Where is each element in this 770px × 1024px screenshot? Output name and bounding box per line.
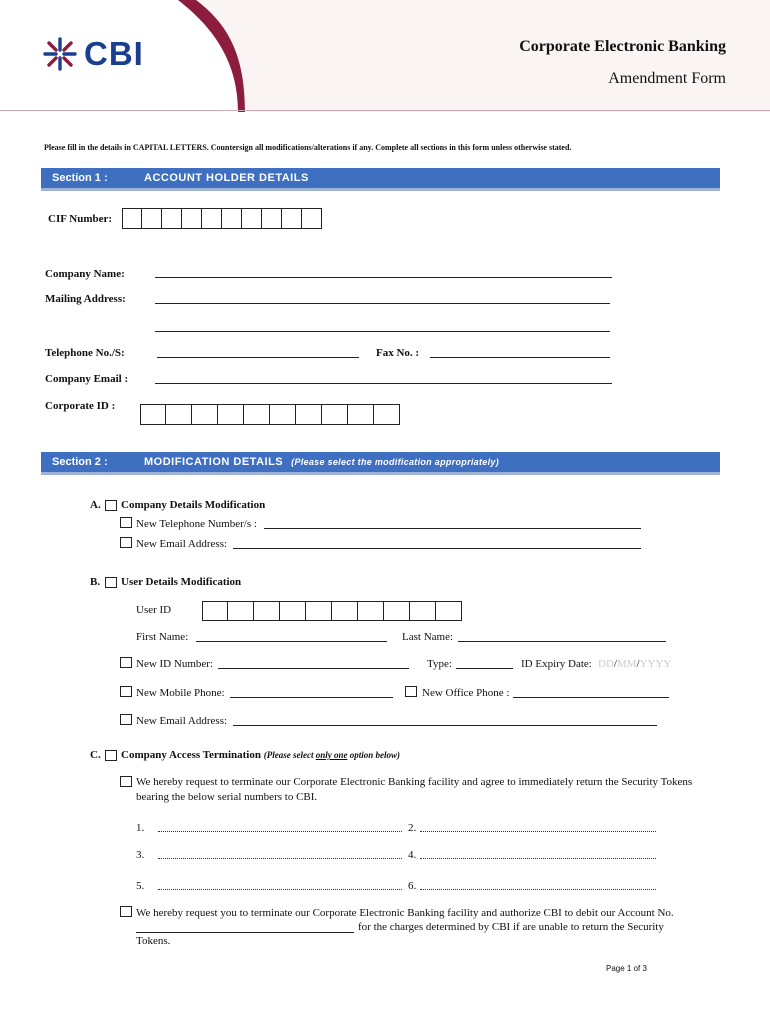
return-tokens-checkbox[interactable] bbox=[120, 776, 132, 787]
user-id-label: User ID bbox=[136, 604, 172, 616]
serial-6-field[interactable] bbox=[420, 889, 656, 890]
serial-3-field[interactable] bbox=[158, 858, 402, 859]
new-telephone-field[interactable] bbox=[264, 528, 641, 529]
section2-number: Section 2 : bbox=[52, 456, 108, 468]
option-b-letter: B. bbox=[90, 576, 101, 588]
user-id-boxes[interactable] bbox=[202, 601, 462, 621]
serial-1-field[interactable] bbox=[158, 831, 402, 832]
company-details-checkbox[interactable] bbox=[105, 500, 117, 511]
corporate-id-label: Corporate ID : bbox=[45, 400, 116, 412]
telephone-field[interactable] bbox=[157, 357, 359, 358]
mailing-address-field-1[interactable] bbox=[155, 303, 610, 304]
company-email-label: Company Email : bbox=[45, 373, 129, 385]
cif-number-boxes[interactable] bbox=[122, 208, 322, 229]
return-tokens-text-1: We hereby request to terminate our Corporate Electronic Banking facility and agree to immediately return the Security Tokens bbox=[136, 776, 693, 788]
last-name-label: Last Name: bbox=[402, 631, 454, 643]
note-suffix: option below) bbox=[347, 750, 400, 760]
serial-4-label: 4. bbox=[408, 849, 417, 861]
form-subtitle: Amendment Form bbox=[608, 70, 726, 87]
id-expiry-date-field[interactable] bbox=[598, 658, 671, 670]
page-number: Page 1 of 3 bbox=[606, 964, 647, 973]
user-details-checkbox[interactable] bbox=[105, 577, 117, 588]
instructions: Please fill in the details in CAPITAL LETTERS. Countersign all modifications/alterations if any. Complete all sections in this form unless otherwise stated. bbox=[44, 143, 572, 152]
new-mobile-checkbox[interactable] bbox=[120, 686, 132, 697]
company-name-label: Company Name: bbox=[45, 268, 125, 280]
date-yyyy-placeholder: YYYY bbox=[639, 658, 672, 670]
telephone-label: Telephone No./S: bbox=[45, 347, 125, 359]
date-dd-placeholder: DD bbox=[598, 658, 614, 670]
user-new-email-checkbox[interactable] bbox=[120, 714, 132, 725]
section1-bar bbox=[41, 168, 720, 191]
option-c-letter: C. bbox=[90, 749, 101, 761]
serial-5-field[interactable] bbox=[158, 889, 402, 890]
debit-account-checkbox[interactable] bbox=[120, 906, 132, 917]
first-name-label: First Name: bbox=[136, 631, 189, 643]
serial-3-label: 3. bbox=[136, 849, 145, 861]
access-termination-checkbox[interactable] bbox=[105, 750, 117, 761]
note-only-one: only one bbox=[315, 750, 348, 760]
form-title: Corporate Electronic Banking bbox=[519, 38, 726, 55]
mailing-address-field-2[interactable] bbox=[155, 331, 610, 332]
cbi-star-icon bbox=[42, 36, 78, 72]
section1-title: ACCOUNT HOLDER DETAILS bbox=[144, 172, 309, 184]
company-new-email-checkbox[interactable] bbox=[120, 537, 132, 548]
serial-6-label: 6. bbox=[408, 880, 417, 892]
new-id-checkbox[interactable] bbox=[120, 657, 132, 668]
header-divider bbox=[0, 110, 770, 111]
user-details-title: User Details Modification bbox=[121, 576, 242, 588]
new-office-field[interactable] bbox=[513, 697, 669, 698]
user-new-email-label: New Email Address: bbox=[136, 715, 228, 727]
logo-wordmark: CBI bbox=[84, 35, 144, 72]
new-office-label: New Office Phone : bbox=[422, 687, 510, 699]
type-field[interactable] bbox=[456, 668, 513, 669]
new-office-checkbox[interactable] bbox=[405, 686, 417, 697]
debit-account-text-1: We hereby request you to terminate our Corporate Electronic Banking facility and authorize CBI to debit our Account No. bbox=[136, 907, 674, 919]
access-termination-heading bbox=[121, 749, 400, 761]
debit-account-number-field[interactable] bbox=[136, 932, 354, 933]
serial-2-field[interactable] bbox=[420, 831, 656, 832]
type-label: Type: bbox=[427, 658, 452, 670]
cif-label: CIF Number: bbox=[48, 213, 113, 225]
debit-account-text-2: for the charges determined by CBI if are unable to return the Security bbox=[358, 921, 664, 933]
option-a-letter: A. bbox=[90, 499, 101, 511]
fax-field[interactable] bbox=[430, 357, 610, 358]
return-tokens-text-2: bearing the below serial numbers to CBI. bbox=[136, 791, 318, 803]
new-id-label: New ID Number: bbox=[136, 658, 213, 670]
date-separator-2: / bbox=[636, 658, 640, 670]
company-name-field[interactable] bbox=[155, 277, 612, 278]
company-details-title: Company Details Modification bbox=[121, 499, 266, 511]
section2-note: (Please select the modification appropriately) bbox=[291, 457, 499, 467]
date-separator-1: / bbox=[613, 658, 617, 670]
corporate-id-boxes[interactable] bbox=[140, 404, 400, 425]
serial-4-field[interactable] bbox=[420, 858, 656, 859]
section1-number: Section 1 : bbox=[52, 172, 108, 184]
access-termination-title: Company Access Termination bbox=[121, 749, 261, 761]
id-expiry-label: ID Expiry Date: bbox=[521, 658, 592, 670]
last-name-field[interactable] bbox=[458, 641, 666, 642]
company-email-field[interactable] bbox=[155, 383, 612, 384]
new-mobile-label: New Mobile Phone: bbox=[136, 687, 225, 699]
debit-account-text-3: Tokens. bbox=[136, 935, 171, 947]
access-termination-note bbox=[264, 750, 400, 760]
section2-title: MODIFICATION DETAILS bbox=[144, 456, 284, 468]
note-prefix: (Please select bbox=[263, 750, 316, 760]
serial-5-label: 5. bbox=[136, 880, 145, 892]
company-new-email-field[interactable] bbox=[233, 548, 641, 549]
serial-2-label: 2. bbox=[408, 822, 417, 834]
new-id-field[interactable] bbox=[218, 668, 409, 669]
fax-label: Fax No. : bbox=[376, 347, 420, 359]
serial-1-label: 1. bbox=[136, 822, 145, 834]
section2-bar bbox=[41, 452, 720, 475]
company-new-email-label: New Email Address: bbox=[136, 538, 228, 550]
new-telephone-label: New Telephone Number/s : bbox=[136, 518, 257, 530]
mailing-address-label: Mailing Address: bbox=[45, 293, 126, 305]
new-telephone-checkbox[interactable] bbox=[120, 517, 132, 528]
user-new-email-field[interactable] bbox=[233, 725, 657, 726]
first-name-field[interactable] bbox=[196, 641, 387, 642]
date-mm-placeholder: MM bbox=[616, 658, 637, 670]
new-mobile-field[interactable] bbox=[230, 697, 393, 698]
cbi-logo bbox=[42, 34, 144, 74]
